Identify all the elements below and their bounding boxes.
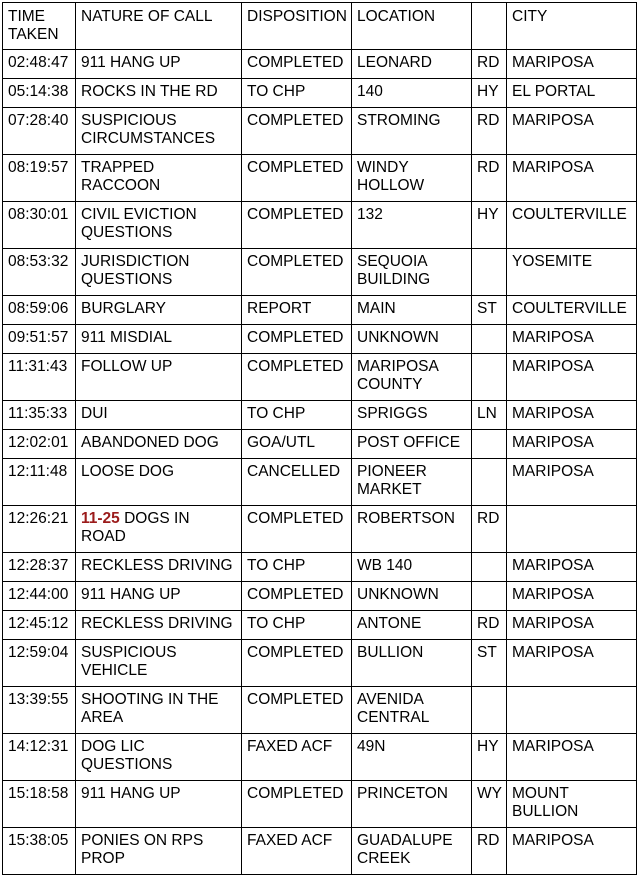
nature-text: SUSPICIOUS CIRCUMSTANCES <box>81 112 216 147</box>
nature-text: DOG LIC QUESTIONS <box>81 738 173 773</box>
cell-nature-of-call <box>76 506 242 553</box>
table-row <box>3 202 637 249</box>
cell-city: COULTERVILLE <box>507 296 637 325</box>
table-row <box>3 79 637 108</box>
table-row <box>3 582 637 611</box>
nature-text: RECKLESS DRIVING <box>81 557 233 574</box>
cell-location: POST OFFICE <box>352 430 472 459</box>
cell-location: WB 140 <box>352 553 472 582</box>
cell-time-taken: 15:38:05 <box>3 828 76 875</box>
cell-location: MARIPOSA COUNTY <box>352 354 472 401</box>
table-row <box>3 296 637 325</box>
cell-nature-of-call <box>76 640 242 687</box>
cell-time-taken: 12:11:48 <box>3 459 76 506</box>
cell-location: 49N <box>352 734 472 781</box>
cell-street-suffix: RD <box>472 155 507 202</box>
cell-nature-of-call <box>76 687 242 734</box>
table-row <box>3 828 637 875</box>
cell-disposition: COMPLETED <box>242 108 352 155</box>
cell-time-taken: 15:18:58 <box>3 781 76 828</box>
cell-nature-of-call <box>76 79 242 108</box>
nature-text: LOOSE DOG <box>81 463 175 480</box>
table-row <box>3 50 637 79</box>
cell-street-suffix: LN <box>472 401 507 430</box>
cell-disposition: COMPLETED <box>242 506 352 553</box>
cell-location: UNKNOWN <box>352 325 472 354</box>
cell-street-suffix: ST <box>472 296 507 325</box>
cell-location: PIONEER MARKET <box>352 459 472 506</box>
cell-city: COULTERVILLE <box>507 202 637 249</box>
table-row <box>3 687 637 734</box>
cell-nature-of-call <box>76 249 242 296</box>
cell-location: ROBERTSON <box>352 506 472 553</box>
cell-nature-of-call <box>76 553 242 582</box>
table-row <box>3 430 637 459</box>
nature-text: FOLLOW UP <box>81 358 173 375</box>
nature-text: 911 HANG UP <box>81 586 181 603</box>
table-row <box>3 781 637 828</box>
cell-location: ANTONE <box>352 611 472 640</box>
cell-street-suffix <box>472 354 507 401</box>
cell-location: WINDY HOLLOW <box>352 155 472 202</box>
header-disposition: DISPOSITION <box>242 3 352 50</box>
cell-nature-of-call <box>76 155 242 202</box>
cell-location: LEONARD <box>352 50 472 79</box>
cell-nature-of-call <box>76 401 242 430</box>
cell-street-suffix <box>472 249 507 296</box>
cell-city: MARIPOSA <box>507 325 637 354</box>
cell-nature-of-call <box>76 108 242 155</box>
cell-street-suffix <box>472 325 507 354</box>
cell-disposition: CANCELLED <box>242 459 352 506</box>
nature-text: SUSPICIOUS VEHICLE <box>81 644 177 679</box>
cell-time-taken: 12:45:12 <box>3 611 76 640</box>
table-row <box>3 325 637 354</box>
cell-location: 132 <box>352 202 472 249</box>
cell-location: 140 <box>352 79 472 108</box>
cell-disposition: TO CHP <box>242 79 352 108</box>
cell-city: MARIPOSA <box>507 459 637 506</box>
cell-city: MOUNT BULLION <box>507 781 637 828</box>
cell-street-suffix <box>472 430 507 459</box>
cell-street-suffix <box>472 553 507 582</box>
cell-disposition: COMPLETED <box>242 687 352 734</box>
header-location: LOCATION <box>352 3 472 50</box>
cell-time-taken: 12:26:21 <box>3 506 76 553</box>
cell-street-suffix <box>472 687 507 734</box>
cell-location: STROMING <box>352 108 472 155</box>
cell-disposition: COMPLETED <box>242 781 352 828</box>
header-row <box>3 3 637 50</box>
nature-text: JURISDICTION QUESTIONS <box>81 253 190 288</box>
cell-disposition: COMPLETED <box>242 640 352 687</box>
table-row <box>3 108 637 155</box>
cell-nature-of-call <box>76 296 242 325</box>
cell-nature-of-call <box>76 611 242 640</box>
table-row <box>3 506 637 553</box>
cell-time-taken: 08:53:32 <box>3 249 76 296</box>
header-street-suffix <box>472 3 507 50</box>
table-row <box>3 401 637 430</box>
cell-street-suffix: HY <box>472 202 507 249</box>
cell-location: BULLION <box>352 640 472 687</box>
table-row <box>3 611 637 640</box>
cell-street-suffix: RD <box>472 50 507 79</box>
cell-nature-of-call <box>76 734 242 781</box>
table-body <box>3 50 637 875</box>
cell-disposition: TO CHP <box>242 611 352 640</box>
cell-time-taken: 05:14:38 <box>3 79 76 108</box>
nature-text: RECKLESS DRIVING <box>81 615 233 632</box>
cell-city: MARIPOSA <box>507 430 637 459</box>
cell-nature-of-call <box>76 828 242 875</box>
nature-text: PONIES ON RPS PROP <box>81 832 204 867</box>
nature-text: TRAPPED RACCOON <box>81 159 161 194</box>
cell-disposition: COMPLETED <box>242 249 352 296</box>
cell-street-suffix: RD <box>472 108 507 155</box>
table-row <box>3 459 637 506</box>
cell-city: MARIPOSA <box>507 734 637 781</box>
cell-city: MARIPOSA <box>507 354 637 401</box>
cell-disposition: COMPLETED <box>242 582 352 611</box>
cell-nature-of-call <box>76 50 242 79</box>
cell-location: PRINCETON <box>352 781 472 828</box>
cell-location: SEQUOIA BUILDING <box>352 249 472 296</box>
cell-time-taken: 02:48:47 <box>3 50 76 79</box>
nature-text: DOGS IN ROAD <box>81 510 190 545</box>
cell-location: SPRIGGS <box>352 401 472 430</box>
cell-time-taken: 13:39:55 <box>3 687 76 734</box>
cell-location: AVENIDA CENTRAL <box>352 687 472 734</box>
cell-disposition: COMPLETED <box>242 155 352 202</box>
cell-disposition: TO CHP <box>242 553 352 582</box>
table-row <box>3 640 637 687</box>
cell-street-suffix <box>472 459 507 506</box>
nature-text: 911 MISDIAL <box>81 329 173 346</box>
cell-city: MARIPOSA <box>507 640 637 687</box>
cell-disposition: GOA/UTL <box>242 430 352 459</box>
cell-street-suffix: HY <box>472 734 507 781</box>
cell-nature-of-call <box>76 202 242 249</box>
nature-text: DUI <box>81 405 108 422</box>
cell-city: YOSEMITE <box>507 249 637 296</box>
table-row <box>3 553 637 582</box>
nature-text: ROCKS IN THE RD <box>81 83 218 100</box>
header-city: CITY <box>507 3 637 50</box>
header-nature-of-call: NATURE OF CALL <box>76 3 242 50</box>
nature-text: 911 HANG UP <box>81 785 181 802</box>
table-row <box>3 734 637 781</box>
cell-time-taken: 11:31:43 <box>3 354 76 401</box>
nature-text: ABANDONED DOG <box>81 434 219 451</box>
cell-city <box>507 687 637 734</box>
cell-city: MARIPOSA <box>507 108 637 155</box>
cell-city <box>507 506 637 553</box>
cell-street-suffix: RD <box>472 828 507 875</box>
cell-street-suffix: RD <box>472 506 507 553</box>
cell-city: MARIPOSA <box>507 611 637 640</box>
cell-time-taken: 08:19:57 <box>3 155 76 202</box>
cell-city: MARIPOSA <box>507 50 637 79</box>
cell-street-suffix: RD <box>472 611 507 640</box>
nature-text: SHOOTING IN THE AREA <box>81 691 219 726</box>
call-log-table <box>2 2 637 875</box>
call-code-highlight: 11-25 <box>81 510 120 527</box>
cell-time-taken: 12:28:37 <box>3 553 76 582</box>
cell-time-taken: 12:02:01 <box>3 430 76 459</box>
cell-location: UNKNOWN <box>352 582 472 611</box>
cell-location: MAIN <box>352 296 472 325</box>
cell-disposition: COMPLETED <box>242 202 352 249</box>
table-row <box>3 354 637 401</box>
cell-disposition: COMPLETED <box>242 354 352 401</box>
cell-time-taken: 12:59:04 <box>3 640 76 687</box>
cell-street-suffix: ST <box>472 640 507 687</box>
cell-time-taken: 11:35:33 <box>3 401 76 430</box>
cell-disposition: FAXED ACF <box>242 734 352 781</box>
cell-city: MARIPOSA <box>507 582 637 611</box>
cell-city: EL PORTAL <box>507 79 637 108</box>
cell-nature-of-call <box>76 430 242 459</box>
cell-city: MARIPOSA <box>507 553 637 582</box>
cell-city: MARIPOSA <box>507 828 637 875</box>
cell-disposition: REPORT <box>242 296 352 325</box>
cell-disposition: FAXED ACF <box>242 828 352 875</box>
cell-time-taken: 08:30:01 <box>3 202 76 249</box>
header-time-taken: TIME TAKEN <box>3 3 76 50</box>
cell-nature-of-call <box>76 781 242 828</box>
cell-disposition: COMPLETED <box>242 325 352 354</box>
cell-nature-of-call <box>76 459 242 506</box>
cell-nature-of-call <box>76 582 242 611</box>
cell-city: MARIPOSA <box>507 401 637 430</box>
cell-location: GUADALUPE CREEK <box>352 828 472 875</box>
cell-street-suffix: HY <box>472 79 507 108</box>
cell-time-taken: 09:51:57 <box>3 325 76 354</box>
nature-text: CIVIL EVICTION QUESTIONS <box>81 206 197 241</box>
nature-text: 911 HANG UP <box>81 54 181 71</box>
cell-street-suffix: WY <box>472 781 507 828</box>
cell-disposition: TO CHP <box>242 401 352 430</box>
cell-nature-of-call <box>76 354 242 401</box>
cell-time-taken: 14:12:31 <box>3 734 76 781</box>
cell-time-taken: 08:59:06 <box>3 296 76 325</box>
cell-nature-of-call <box>76 325 242 354</box>
nature-text: BURGLARY <box>81 300 166 317</box>
cell-street-suffix <box>472 582 507 611</box>
table-row <box>3 249 637 296</box>
cell-time-taken: 07:28:40 <box>3 108 76 155</box>
cell-city: MARIPOSA <box>507 155 637 202</box>
cell-disposition: COMPLETED <box>242 50 352 79</box>
table-row <box>3 155 637 202</box>
table-header <box>3 3 637 50</box>
cell-time-taken: 12:44:00 <box>3 582 76 611</box>
